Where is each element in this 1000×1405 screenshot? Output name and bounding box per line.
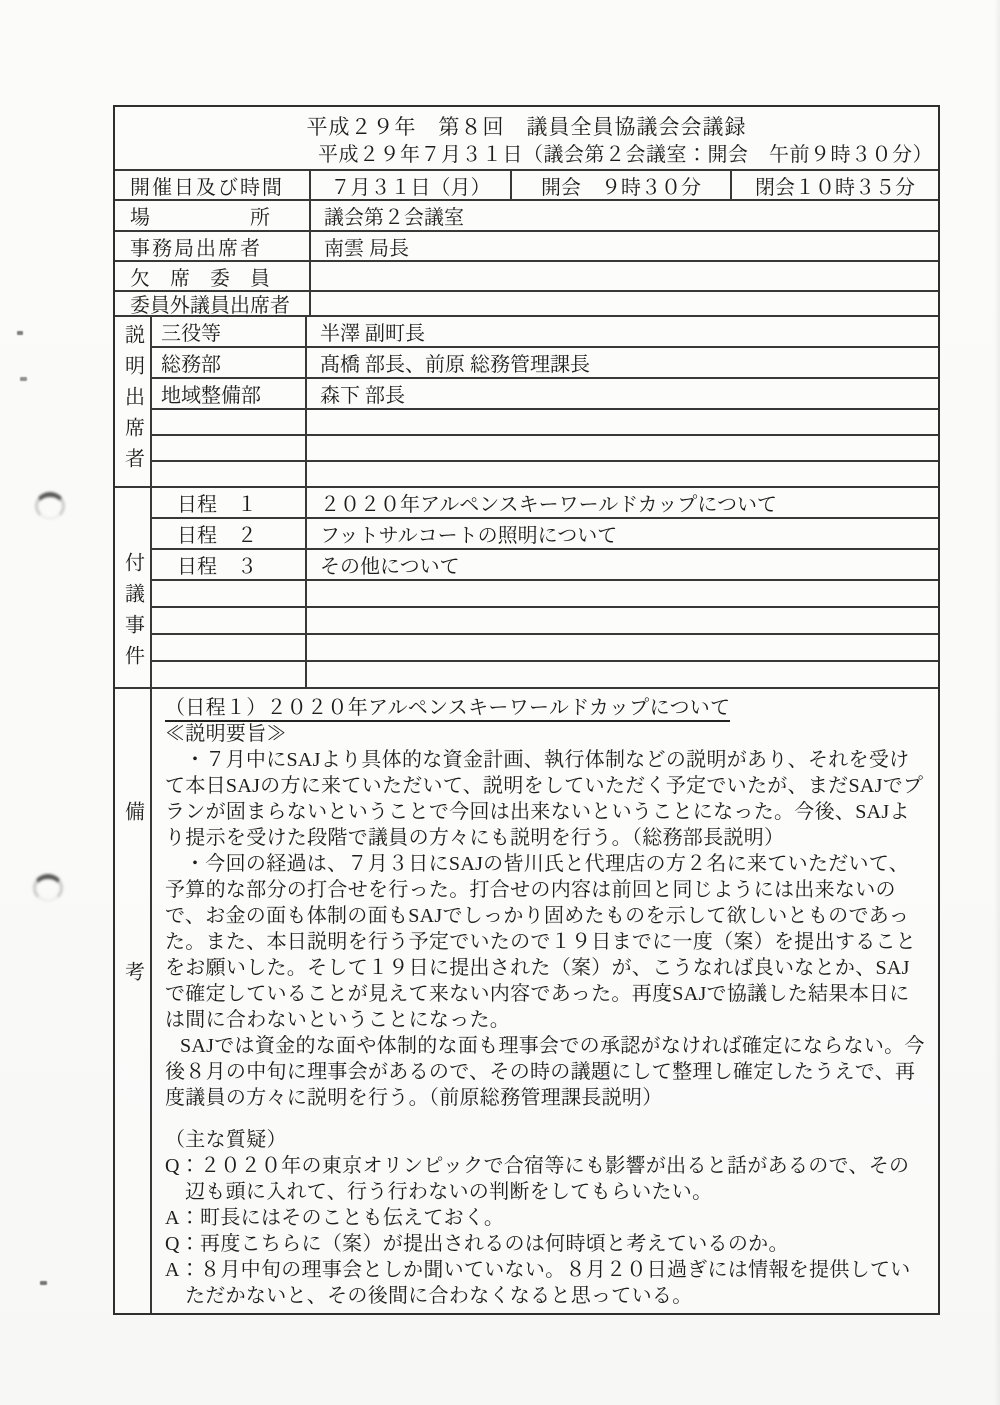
agenda-title: フットサルコートの照明について [320, 524, 618, 547]
attendee-names: 半澤 副町長 [320, 323, 425, 345]
table-row [152, 434, 938, 460]
attendee-names [307, 436, 938, 460]
row-absent-members [115, 260, 938, 290]
agenda-title [307, 635, 938, 660]
datetime-close: 閉会１０時３５分 [755, 176, 915, 199]
summary-paragraph: SAJでは資金的な面や体制的な面も理事会での承認がなければ確定にならない。今後８月の中旬に理事会があるので、その時の議題にして整理し確定したうえで、再度議員の方々に説明を行う。（前原総務管理課長説明） [165, 1035, 925, 1109]
qa-line: A：町長にはそのことも伝えておく。 [165, 1207, 505, 1229]
agenda-rows [152, 488, 938, 687]
table-row [152, 633, 938, 660]
title-block [115, 107, 938, 169]
summary-paragraph: ・７月中にSAJより具体的な資金計画、執行体制などの説明があり、それを受けて本日SAJの方に来ていただいて、説明をしていただく予定でいたが、まだSAJでプランが固まらないということで今回は出来ないということになった。今後、SAJより提示を受けた段階で議員の方々にも説明を行う。（総務部長説明） [165, 749, 924, 849]
attendee-category: 地域整備部 [152, 379, 307, 408]
minutes-form-table [113, 105, 940, 1315]
document-subtitle: 平成２９年７月３１日（議会第２会議室：開会 午前９時３０分） [318, 144, 933, 166]
agenda-vertical-label-col [115, 488, 152, 687]
datetime-label: 開催日及び時間 [115, 171, 311, 199]
remarks-vertical-label-col [115, 689, 152, 1313]
scan-speck [17, 331, 23, 335]
table-row [152, 606, 938, 633]
absent-label: 欠 席 委 員 [115, 262, 311, 290]
attendees-rows [152, 317, 938, 486]
secretariat-value: 南雲 局長 [324, 237, 409, 260]
section-remarks [115, 687, 938, 1313]
section-explanation-attendees [115, 315, 938, 486]
attendee-category: 三役等 [152, 317, 307, 346]
row-nonmember-attendees [115, 290, 938, 315]
remarks-section-label: 備考 [121, 801, 144, 1121]
qa-line: Q：２０２０年の東京オリンピックで合宿等にも影響が出ると話があるので、その辺も頭に入れて、行う行わないの判断をしてもらいたい。 [165, 1155, 910, 1203]
nonmember-label: 委員外議員出席者 [115, 292, 311, 315]
nonmember-value [311, 292, 938, 315]
table-row [152, 488, 938, 517]
agenda-title [307, 662, 938, 687]
datetime-open: 開会 ９時３０分 [512, 171, 732, 199]
row-secretariat [115, 230, 938, 260]
table-row [152, 579, 938, 606]
attendees-vertical-label-col [115, 317, 152, 486]
table-row [152, 517, 938, 548]
agenda-title [307, 608, 938, 633]
remarks-heading [165, 695, 929, 721]
attendee-category [152, 436, 307, 460]
table-row [152, 548, 938, 579]
place-value: 議会第２会議室 [324, 207, 464, 229]
attendee-names [307, 462, 938, 486]
scan-speck [40, 1281, 47, 1285]
row-datetime [115, 169, 938, 199]
section-agenda-items [115, 486, 938, 687]
table-row [152, 408, 938, 434]
document-title: 平成２９年 第８回 議員全員協議会会議録 [306, 115, 747, 139]
agenda-number [152, 608, 307, 633]
attendee-category [152, 462, 307, 486]
agenda-title [307, 581, 938, 606]
attendee-category: 総務部 [152, 348, 307, 377]
absent-value [311, 262, 938, 290]
attendee-names: 森下 部長 [320, 385, 405, 407]
qa-line: Q：再度こちらに（案）が提出されるのは何時頃と考えているのか。 [165, 1233, 789, 1255]
table-row [152, 346, 938, 377]
agenda-number [152, 635, 307, 660]
scan-speck [20, 377, 27, 381]
table-row [152, 377, 938, 408]
table-row [152, 460, 938, 486]
row-place [115, 199, 938, 230]
agenda-number [152, 662, 307, 687]
agenda-section-label: 付議事件 [121, 551, 144, 676]
agenda-number: 日程 ２ [152, 519, 307, 548]
attendee-names [307, 410, 938, 434]
secretariat-label: 事務局出席者 [115, 232, 311, 260]
punch-hole-icon [33, 874, 63, 902]
qa-heading: （主な質疑） [165, 1129, 287, 1151]
attendee-names: 髙橋 部長、前原 総務管理課長 [320, 354, 590, 376]
qa-line: A：８月中旬の理事会としか聞いていない。８月２０日過ぎには情報を提供していただかないと、その後間に合わなくなると思っている。 [165, 1259, 911, 1307]
table-row [152, 660, 938, 687]
agenda-title: その他について [320, 555, 460, 578]
summary-label: ≪説明要旨≫ [165, 723, 287, 745]
agenda-number [152, 581, 307, 606]
punch-hole-icon [35, 492, 65, 520]
remarks-heading-text: （日程１）２０２０年アルペンスキーワールドカップについて [165, 697, 730, 722]
agenda-number: 日程 １ [152, 488, 307, 517]
agenda-number: 日程 ３ [152, 550, 307, 579]
place-label: 場 所 [115, 201, 311, 230]
remarks-body [152, 689, 938, 1313]
scan-edge-shadow [994, 0, 1000, 1405]
summary-paragraph: ・今回の経過は、７月３日にSAJの皆川氏と代理店の方２名に来ていただいて、予算的な部分の打合せを行った。打合せの内容は前回と同じようには出来ないので、お金の面も体制の面もSAJでしっかり固めたものを示して欲しいとものであった。また、本日説明を行う予定でいたので１９日までに一度（案）を提出することをお願いした。そして１９日に提出された（案）が、こうなれば良いなとか、SAJで確定していることが見えて来ない内容であった。再度SAJで協議した結果本日には間に合わないということになった。 [165, 853, 917, 1031]
attendee-category [152, 410, 307, 434]
datetime-date: ７月３１日（月） [311, 171, 512, 199]
table-row [152, 317, 938, 346]
agenda-title: ２０２０年アルペンスキーワールドカップについて [320, 493, 777, 516]
attendees-section-label: 説明出席者 [121, 323, 144, 479]
